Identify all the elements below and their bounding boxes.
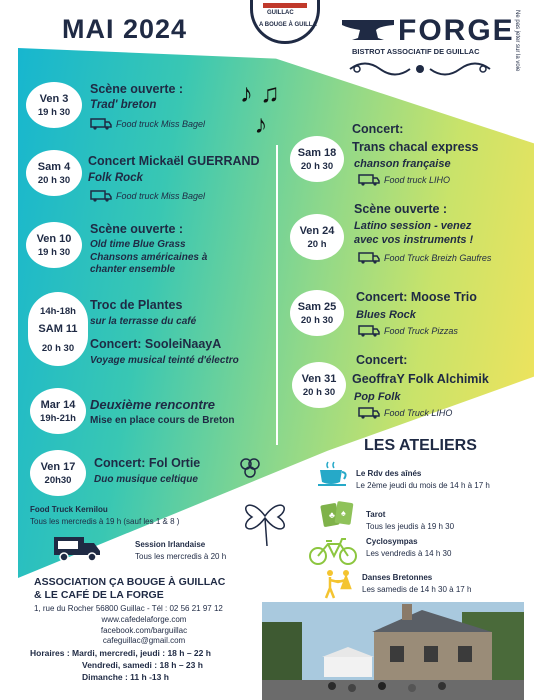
association-name: ASSOCIATION ÇA BOUGE À GUILLAC & LE CAFÉ DE LA FORGE xyxy=(34,576,226,601)
column-divider xyxy=(276,145,278,445)
kernilou-text: Tous les mercredis à 19 h (sauf les 1 & 8 ) xyxy=(30,517,180,526)
food-truck-info: Food truck LIHO xyxy=(358,174,450,186)
food-truck-info: Food Truck Pizzas xyxy=(358,325,458,337)
contact-block xyxy=(34,604,254,647)
event-title: Trans chacal express xyxy=(352,140,479,154)
event-subtitle: Trad' breton xyxy=(90,99,157,111)
event-title: Troc de Plantes xyxy=(90,298,183,312)
truck-icon xyxy=(358,252,380,264)
event-title: Scène ouverte : xyxy=(90,82,184,96)
event-title: Concert: SooleiNaayA xyxy=(90,337,222,351)
atelier-title: Tarot xyxy=(366,510,386,519)
date-badge: Ven 10 19 h 30 xyxy=(26,222,82,268)
svg-text:♠: ♠ xyxy=(341,508,346,518)
website-link[interactable]: www.cafedelaforge.com xyxy=(101,614,187,624)
atelier-text: Le 2ème jeudi du mois de 14 h à 17 h xyxy=(356,481,490,490)
ornament-icon xyxy=(345,58,495,80)
tarot-cards-icon xyxy=(320,498,356,530)
event-title: Scène ouverte : xyxy=(90,222,184,236)
svg-text:♣: ♣ xyxy=(329,510,335,520)
truck-icon xyxy=(358,174,380,186)
date-badge: Mar 14 19h-21h xyxy=(30,388,86,434)
kernilou-title: Food Truck Kernilou xyxy=(30,505,108,514)
event-subtitle: Blues Rock xyxy=(356,309,416,321)
forge-title: FORGE xyxy=(398,14,515,47)
facebook-link[interactable]: facebook.com/barguillac xyxy=(100,625,188,635)
event-title: GeoffraY Folk Alchimik xyxy=(352,372,489,386)
atelier-title: Cyclosympas xyxy=(366,537,418,546)
date-badge: Sam 4 20 h 30 xyxy=(26,150,82,196)
atelier-text: Tous les jeudis à 19 h 30 xyxy=(366,522,455,531)
event-subtitle: Voyage musical teinté d'électro xyxy=(90,355,239,366)
truck-icon xyxy=(90,118,112,130)
dancers-icon xyxy=(318,568,358,600)
triskele-icon xyxy=(238,456,262,480)
event-subtitle: Old time Blue Grass Chansons américaines à chanter ensemble xyxy=(90,239,208,275)
truck-icon xyxy=(90,190,112,202)
page-title: MAI 2024 xyxy=(62,14,188,44)
session-title: Session Irlandaise xyxy=(135,540,206,549)
atelier-title: Le Rdv des aînés xyxy=(356,469,422,478)
event-title: Concert Mickaël GUERRAND xyxy=(88,154,260,168)
event-subtitle: chanson française xyxy=(354,158,451,170)
session-text: Tous les mercredis à 20 h xyxy=(135,552,227,561)
date-badge: Sam 18 20 h 30 xyxy=(290,136,344,182)
event-title: Deuxième rencontre xyxy=(90,397,215,412)
event-title: Concert: Moose Trio xyxy=(356,290,477,304)
side-notice: Ne pas jeter sur la voie xyxy=(514,10,520,72)
event-subtitle: Duo musique celtique xyxy=(94,474,198,485)
ateliers-title: LES ATELIERS xyxy=(364,437,477,454)
association-logo: GUILLAC A BOUGE À GUILLA xyxy=(250,0,320,44)
food-truck-info: Food Truck Breizh Gaufres xyxy=(358,252,491,264)
food-truck-illustration-icon xyxy=(52,533,102,563)
truck-icon xyxy=(358,325,380,337)
address: 1, rue du Rocher 56800 Guillac - Tél : 02 56 21 97 12 xyxy=(34,604,223,613)
atelier-text: Les vendredis à 14 h 30 xyxy=(366,549,452,558)
event-title: Concert: xyxy=(352,122,404,136)
anvil-icon xyxy=(340,16,396,42)
date-badge: Ven 24 20 h xyxy=(290,214,344,260)
date-badge: 14h-18h SAM 11 20 h 30 xyxy=(28,292,88,366)
food-truck-info: Food truck Miss Bagel xyxy=(90,190,205,202)
clover-icon xyxy=(234,486,296,550)
event-title: Scène ouverte : xyxy=(354,202,448,216)
date-badge: Sam 25 20 h 30 xyxy=(290,290,344,336)
food-truck-info: Food Truck LIHO xyxy=(358,407,452,419)
event-subtitle: sur la terrasse du café xyxy=(90,316,197,327)
opening-hours: Horaires : Mardi, mercredi, jeudi : 18 h – 22 h Vendredi, samedi : 18 h – 23 h Dimanche : 11 h -13 h xyxy=(30,648,211,682)
date-badge: Ven 31 20 h 30 xyxy=(292,362,346,408)
truck-icon xyxy=(358,407,380,419)
email-link[interactable]: cafeguillac@gmail.com xyxy=(102,636,186,646)
event-title: Concert: xyxy=(356,353,408,367)
event-subtitle: Latino session - venez avec vos instruments ! xyxy=(354,220,474,246)
food-truck-info: Food truck Miss Bagel xyxy=(90,118,205,130)
atelier-title: Danses Bretonnes xyxy=(362,573,433,582)
coffee-cup-icon xyxy=(316,460,350,488)
bistrot-photo xyxy=(262,602,524,700)
atelier-text: Les samedis de 14 h 30 à 17 h xyxy=(362,585,472,594)
event-title: Concert: Fol Ortie xyxy=(94,456,201,470)
date-badge: Ven 3 19 h 30 xyxy=(26,82,82,128)
event-subtitle: Folk Rock xyxy=(88,172,143,184)
event-subtitle: Pop Folk xyxy=(354,391,401,403)
date-badge: Ven 17 20h30 xyxy=(30,450,86,496)
forge-subtitle: BISTROT ASSOCIATIF DE GUILLAC xyxy=(352,47,480,56)
event-subtitle: Mise en place cours de Breton xyxy=(90,415,235,426)
music-notes-icon: ♪ ♫ ♪ xyxy=(240,78,280,139)
bicycle-icon xyxy=(308,536,358,566)
